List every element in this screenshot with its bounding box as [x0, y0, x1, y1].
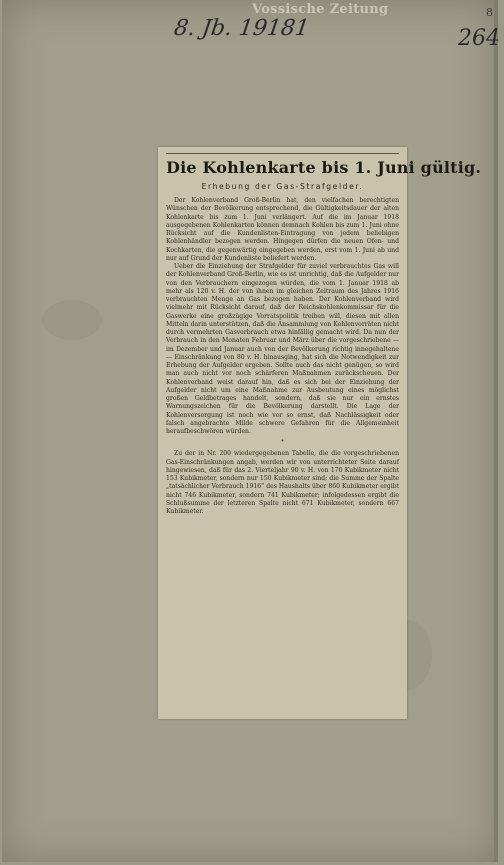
article-body	[166, 197, 399, 516]
top-rule	[166, 153, 399, 154]
newspaper-clipping	[158, 147, 482, 719]
article-paragraph: Der Kohlenverband Groß-Berlin hat, den vielfachen berechtigten Wünschen der Bevölkerung entsprechend, die Gültigkeitsdauer der alten Kohlenkarte bis zum 1. Juni verlängert. Auf die im Januar 1918 ausgegebenen Kohlenkarten können demnach Kohlen bis zum 1. Juni ohne Rücksicht auf die Kundenlisten-Eintragung von jedem beliebigen Kohlenhändler bezogen werden. Hingegen dürfen die neuen Ofen- und Kochkarten, die gegenwärtig eingegeben werden, erst vom 1. Juni ab und nur auf Grund der Kundenliste beliefert werden.	[166, 197, 399, 262]
newspaper-masthead: Vossische Zeitung	[252, 2, 389, 17]
section-separator: •	[280, 438, 285, 446]
paper-stain	[42, 300, 102, 340]
sheet-edge	[494, 0, 498, 862]
archive-sheet	[2, 0, 498, 862]
corner-mark: 8	[486, 6, 493, 19]
article-subhead: Erhebung der Gas-Strafgelder.	[201, 182, 364, 191]
handwritten-date: 8. Jb. 19181	[172, 16, 311, 41]
article-headline: Die Kohlenkarte bis 1. Juni gültig.	[166, 158, 482, 177]
article-paragraph: Ueber die Einziehung der Strafgelder für zuviel verbrauchtes Gas will der Kohlenverband Groß-Berlin, wie es ist unrichtig, daß die Aufgelder nur von den Verbrauchern eingezogen würden, die vom 1. Januar 1918 ab mehr als 120 v. H. der von ihnen im gleichen Zeitraum des Jahres 1916 verbrauchten Menge an Gas bezogen haben. Der Kohlenverband wird vielmehr mit Rücksicht darauf, daß der Reichskohlenkommissar für die Gaswerke eine großzügige Vorratspolitik treiben will, diesen mit allen Mitteln darin unterstützen, daß die Ansammlung von Kohlenvorräten nicht durch vermehrten Gasverbrauch etwa hinfällig gemacht wird. Da nun der Verbrauch in den Monaten Februar und März über die vorgeschriebene — im Dezember und Januar auch von der Bevölkerung richtig innegehaltene — Einschränkung von 80 v. H. hinausging, hat sich die Notwendigkeit zur Erhebung der Aufgelder ergeben. Sollte auch das nicht genügen, so wird man auch nicht vor noch schärferen Maßnahmen zurückscheuen. Der Kohlenverband weist darauf hin, daß es sich bei der Einziehung der Aufgelder nicht um eine Maßnahme zur Ausbeutung eines möglichst großen Geldbetrages handelt, sondern, daß sie nur ein ernstes Warnungszeichen für die Bevölkerung darstellt. Die Lage der Kohlenversorgung ist noch wie vor so ernst, daß Nachlässigkeit oder falsch angebrachte Milde schwere Gefahren für die Allgemeinheit heraufbeschwören würden.	[166, 263, 399, 435]
article-paragraph: Zu der in Nr. 200 wiedergegebenen Tabelle, die die vorgeschriebenen Gas-Einschränkungen angab, werden wir von unterrichteter Seite darauf hingewiesen, daß für das 2. Vierteljahr 90 v. H. von 170 Kubikmeter nicht 153 Kubikmeter, sondern nur 150 Kubikmeter sind; die Summe der Spalte „tatsächlicher Verbrauch 1916“ des Haushalts über 860 Kubikmeter ergibt nicht 746 Kubikmeter, sondern 741 Kubikmeter; infolgedessen ergibt die Schlußsumme der letzteren Spalte nicht 671 Kubikmeter, sondern 667 Kubikmeter.	[166, 450, 399, 515]
handwritten-page-number: 264	[458, 26, 500, 51]
